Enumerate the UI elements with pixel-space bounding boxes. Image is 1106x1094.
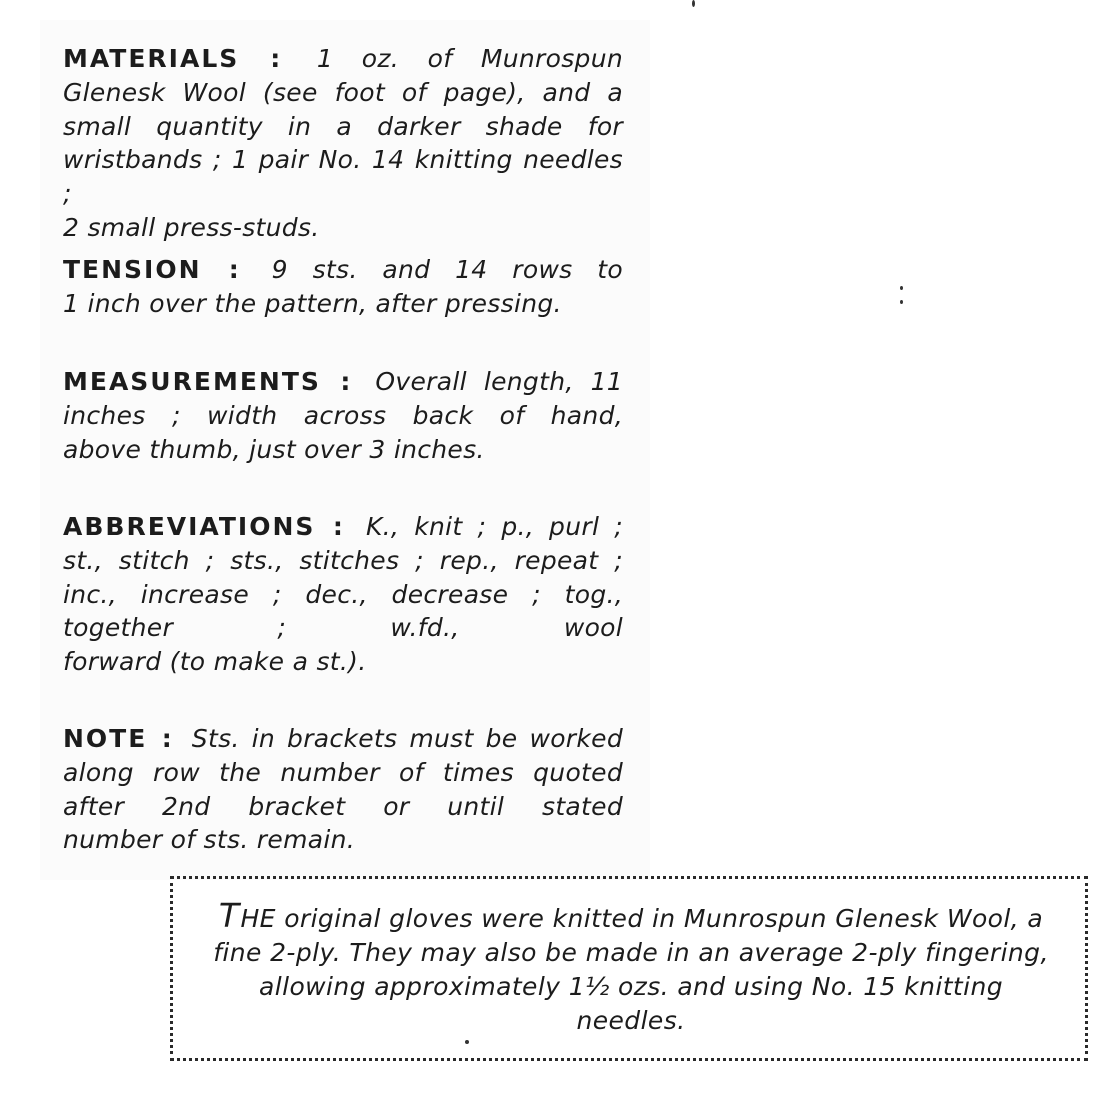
abbreviations-body: K., knit ; p., purl ; st., stitch ; sts., stitches ; rep., repeat ; inc., increase ; dec., decrease ; tog., together ; w.fd., wool	[63, 512, 623, 643]
footnote-dropcap: T	[218, 896, 240, 935]
measurements-last-line: above thumb, just over 3 inches.	[63, 434, 485, 464]
scan-speck	[465, 1040, 469, 1044]
note-heading: NOTE :	[63, 724, 174, 753]
footnote-body: HE original gloves were knitted in Munrospun Glenesk Wool, a fine 2-ply. They may also be made in an average 2-ply fingering, allowing approximately 1½ ozs. and using No. 15 knitting needles.	[213, 904, 1049, 1035]
measurements-body: Overall length, 11 inches ; width across back of hand,	[63, 367, 624, 430]
materials-section	[63, 42, 623, 245]
note-last-line: number of sts. remain.	[63, 825, 355, 855]
tension-section	[63, 253, 623, 321]
measurements-section	[63, 365, 623, 466]
footnote-box	[170, 876, 1088, 1061]
scan-speck	[900, 300, 903, 304]
measurements-heading: MEASUREMENTS :	[63, 367, 353, 396]
abbreviations-heading: ABBREVIATIONS :	[63, 512, 345, 541]
footnote-text	[211, 896, 1051, 1038]
scan-speck	[692, 0, 695, 7]
materials-body: 1 oz. of Munrospun Glenesk Wool (see foot of page), and a small quantity in a darker shade for wristbands ; 1 pair No. 14 knitting needles ;	[63, 44, 624, 209]
abbreviations-last-line: forward (to make a st.).	[63, 647, 367, 677]
tension-heading: TENSION :	[63, 255, 241, 284]
materials-last-line: 2 small press-studs.	[63, 212, 320, 242]
note-section	[63, 722, 623, 857]
tension-body: 9 sts. and 14 rows to	[271, 255, 623, 284]
tension-last-line: 1 inch over the pattern, after pressing.	[63, 288, 562, 318]
materials-heading: MATERIALS :	[63, 44, 283, 73]
scan-speck	[900, 286, 903, 290]
abbreviations-section	[63, 510, 623, 679]
note-body: Sts. in brackets must be worked along row the number of times quoted after 2nd bracket or until stated	[63, 724, 624, 821]
